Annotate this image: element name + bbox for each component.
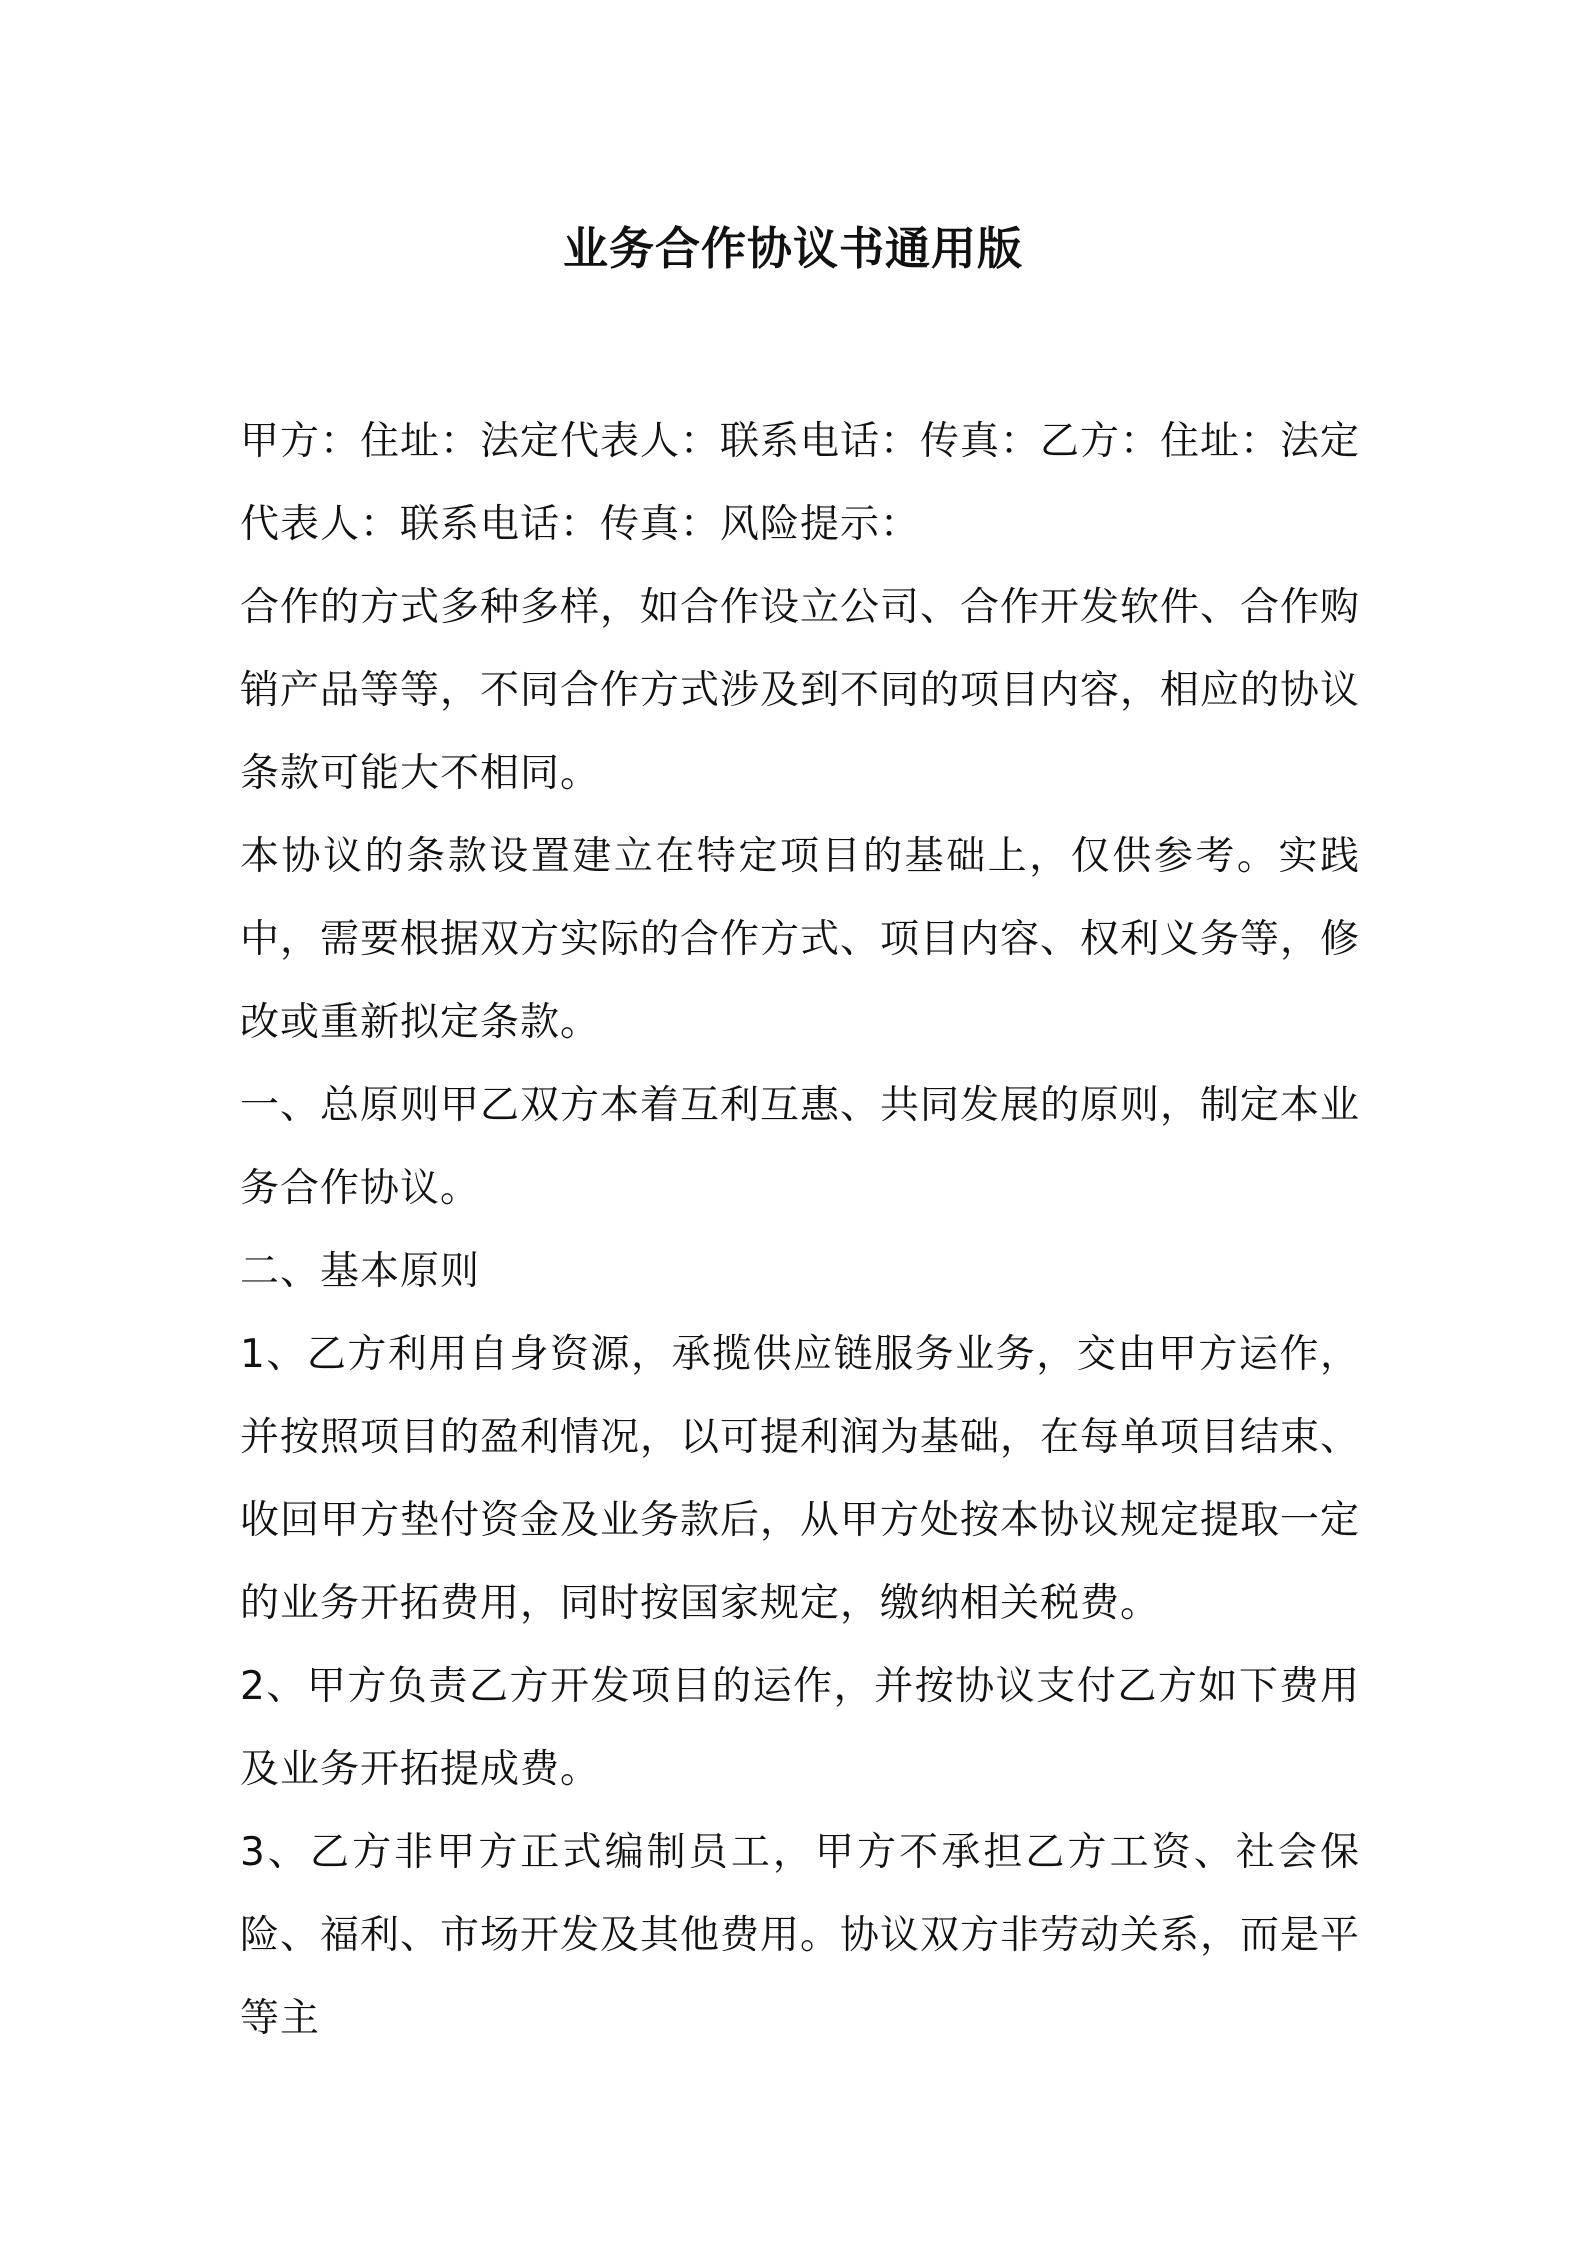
paragraph-reference-note: 本协议的条款设置建立在特定项目的基础上，仅供参考。实践中，需要根据双方实际的合作方式、项目内容、权利义务等，修改或重新拟定条款。 xyxy=(240,834,1361,1045)
clause-1: 1、乙方利用自身资源，承揽供应链服务业务，交由甲方运作，并按照项目的盈利情况，以可提利润为基础，在每单项目结束、收回甲方垫付资金及业务款后，从甲方处按本协议规定提取一定的业务开拓费用，同时按国家规定，缴纳相关税费。 xyxy=(240,1332,1361,1626)
paragraph-parties: 甲方：住址：法定代表人：联系电话：传真：乙方：住址：法定代表人：联系电话：传真：风险提示： xyxy=(240,419,1361,547)
paragraph-risk-note: 合作的方式多种多样，如合作设立公司、合作开发软件、合作购销产品等等，不同合作方式涉及到不同的项目内容，相应的协议条款可能大不相同。 xyxy=(240,585,1361,796)
document-body xyxy=(240,400,1360,2060)
section-heading-basic-principles: 二、基本原则 xyxy=(240,1249,481,1294)
clause-3: 3、乙方非甲方正式编制员工，甲方不承担乙方工资、社会保险、福利、市场开发及其他费用。协议双方非劳动关系，而是平等主 xyxy=(240,1830,1361,2041)
document-title: 业务合作协议书通用版 xyxy=(562,222,1023,275)
paragraph-general-principle: 一、总原则甲乙双方本着互利互惠、共同发展的原则，制定本业务合作协议。 xyxy=(240,1083,1361,1211)
clause-2: 2、甲方负责乙方开发项目的运作，并按协议支付乙方如下费用及业务开拓提成费。 xyxy=(240,1664,1360,1792)
